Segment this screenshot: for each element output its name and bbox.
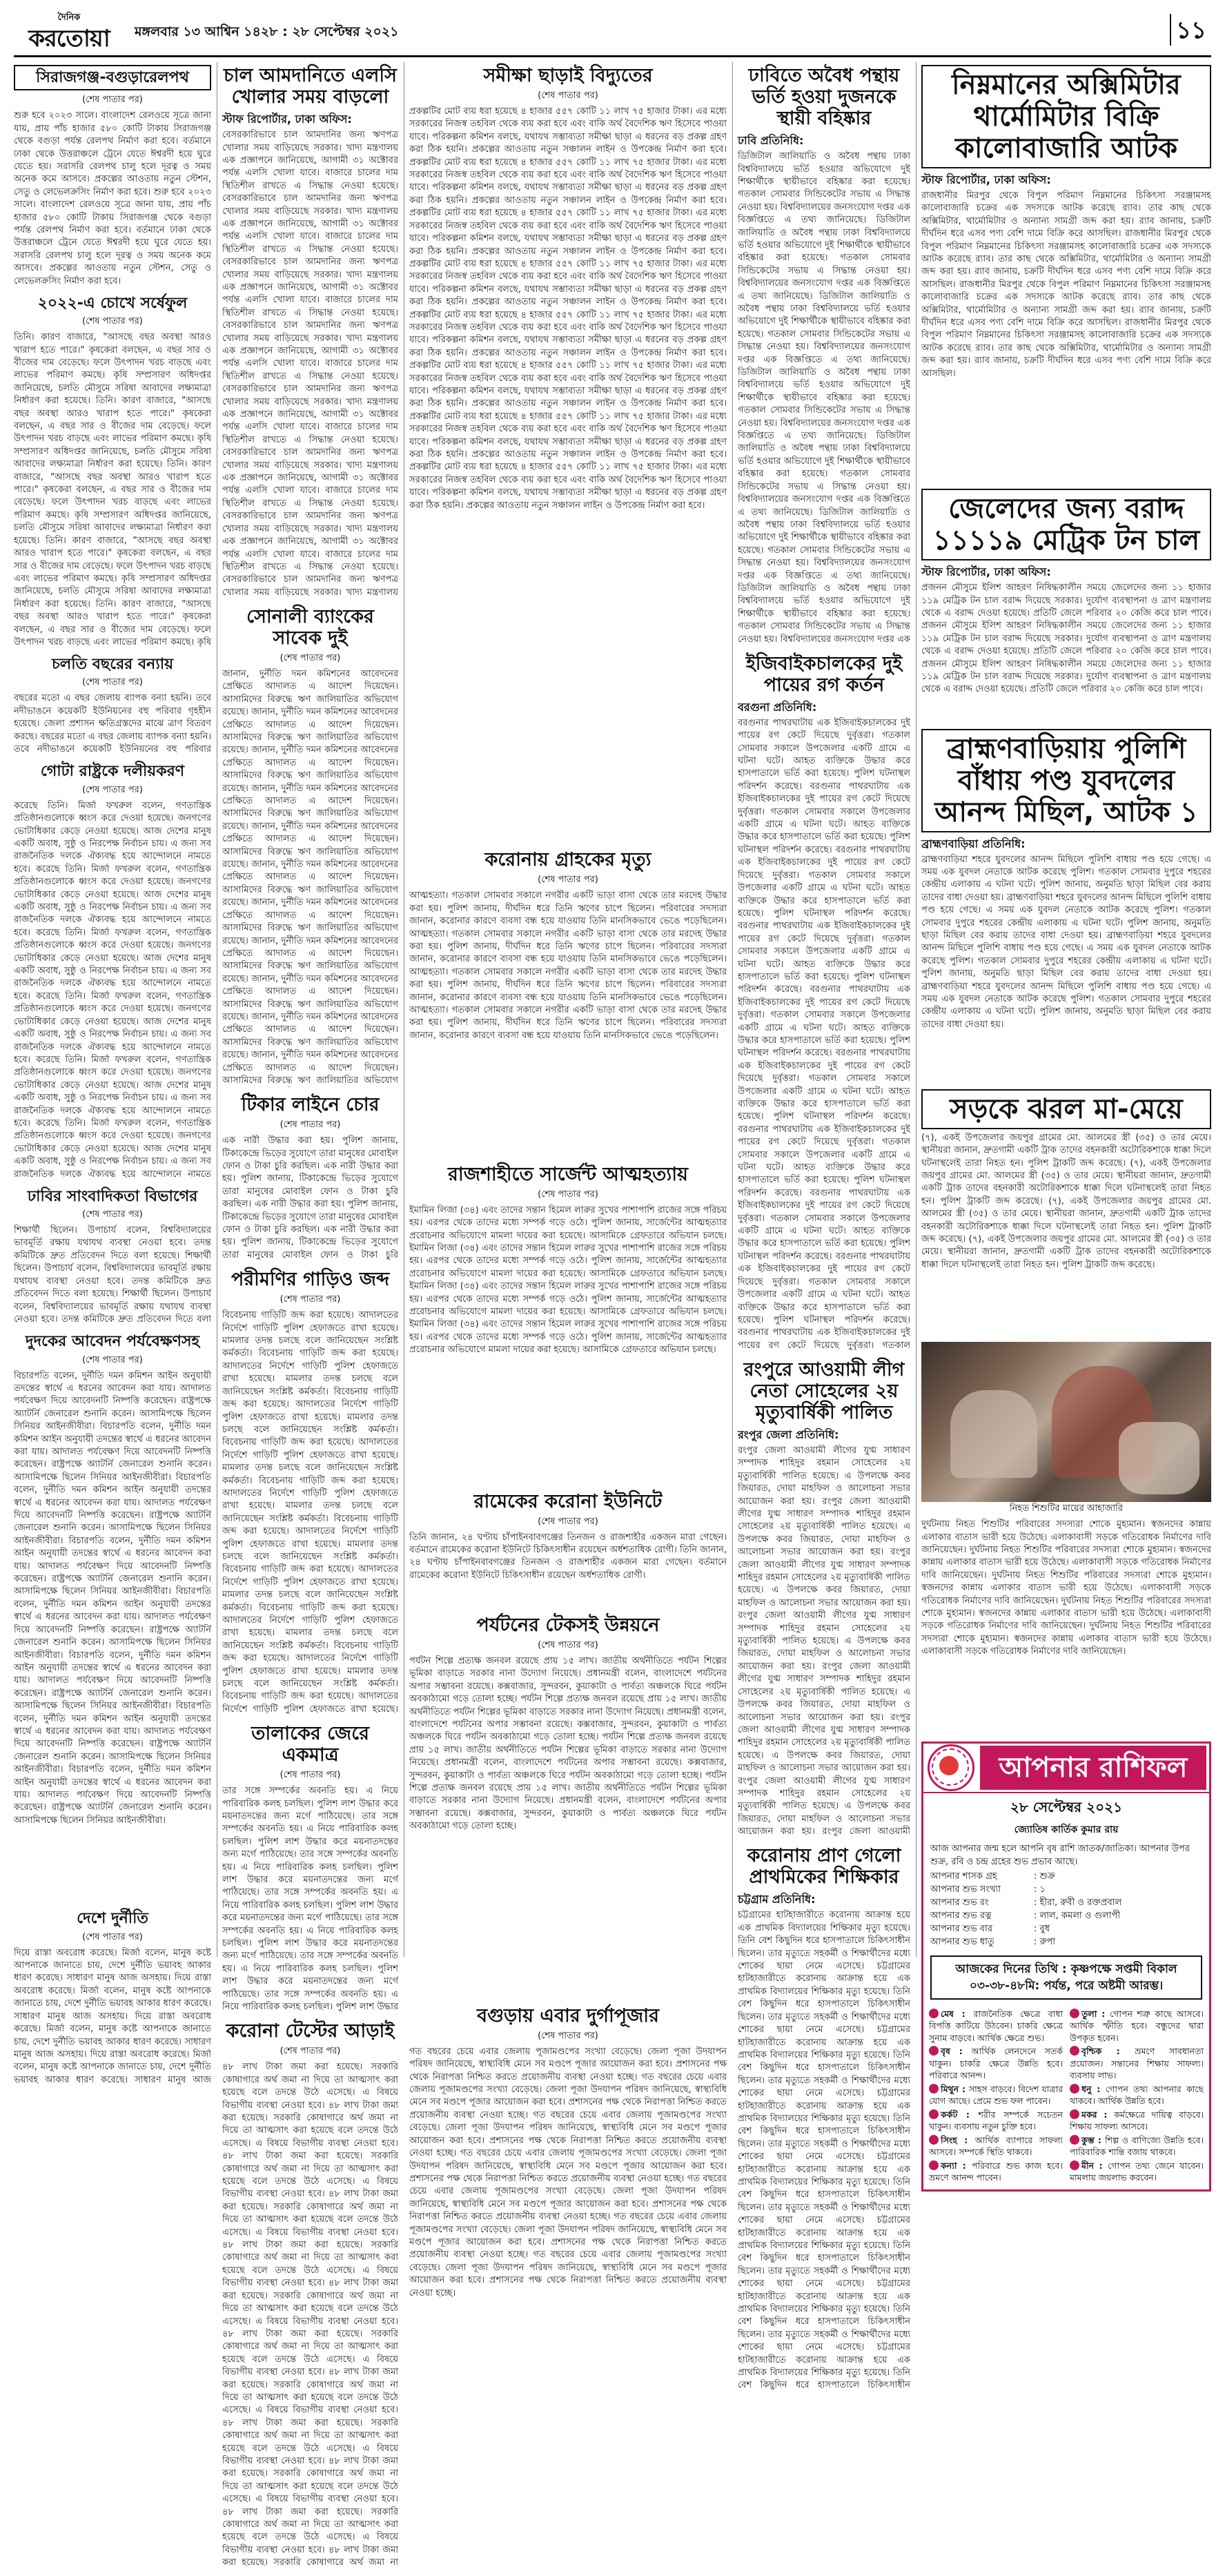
continued-note: (শেষ পাতার পর) bbox=[82, 784, 143, 795]
news-story bbox=[14, 656, 211, 756]
horoscope-date: ২৮ সেপ্টেম্বর ২০২১ bbox=[1010, 1798, 1123, 1815]
zodiac-icon bbox=[1070, 2160, 1079, 2170]
continued-note: (শেষ পাতার পর) bbox=[82, 1209, 143, 1220]
newspaper-logo bbox=[14, 11, 124, 51]
story-headline[interactable]: রামেকের করোনা ইউনিটে bbox=[473, 1490, 663, 1512]
zodiac-sign-entry bbox=[1070, 2008, 1204, 2045]
zodiac-signs bbox=[923, 2005, 1209, 2189]
news-story bbox=[222, 606, 398, 1087]
story-body: বিচারপতি বলেন, দুর্নীতি দমন কমিশন আইন অনুযায়ী তদন্তের স্বার্থে এ ধরনের আবেদন করা যায়। আদালত পর্যবেক্ষণ দিয়ে আবেদনটি নিষ্পত্তি করেছেন। রাষ্ট্রপক্ষে অ্যাটর্নি জেনারেল শুনানি করেন। আসামিপক্ষে ছিলেন সিনিয়র আইনজীবীরা। বিচারপতি বলেন, দুর্নীতি দমন কমিশন আইন অনুযায়ী তদন্তের স্বার্থে এ ধরনের আবেদন করা যায়। আদালত পর্যবেক্ষণ দিয়ে আবেদনটি নিষ্পত্তি করেছেন। রাষ্ট্রপক্ষে অ্যাটর্নি জেনারেল শুনানি করেন। আসামিপক্ষে ছিলেন সিনিয়র আইনজীবীরা। বিচারপতি বলেন, দুর্নীতি দমন কমিশন আইন অনুযায়ী তদন্তের স্বার্থে এ ধরনের আবেদন করা যায়। আদালত পর্যবেক্ষণ দিয়ে আবেদনটি নিষ্পত্তি করেছেন। রাষ্ট্রপক্ষে অ্যাটর্নি জেনারেল শুনানি করেন। আসামিপক্ষে ছিলেন সিনিয়র আইনজীবীরা। বিচারপতি বলেন, দুর্নীতি দমন কমিশন আইন অনুযায়ী তদন্তের স্বার্থে এ ধরনের আবেদন করা যায়। আদালত পর্যবেক্ষণ দিয়ে আবেদনটি নিষ্পত্তি করেছেন। রাষ্ট্রপক্ষে অ্যাটর্নি জেনারেল শুনানি করেন। আসামিপক্ষে ছিলেন সিনিয়র আইনজীবীরা। বিচারপতি বলেন, দুর্নীতি দমন কমিশন আইন অনুযায়ী তদন্তের স্বার্থে এ ধরনের আবেদন করা যায়। আদালত পর্যবেক্ষণ দিয়ে আবেদনটি নিষ্পত্তি করেছেন। রাষ্ট্রপক্ষে অ্যাটর্নি জেনারেল শুনানি করেন। আসামিপক্ষে ছিলেন সিনিয়র আইনজীবীরা। বিচারপতি বলেন, দুর্নীতি দমন কমিশন আইন অনুযায়ী তদন্তের স্বার্থে এ ধরনের আবেদন করা যায়। আদালত পর্যবেক্ষণ দিয়ে আবেদনটি নিষ্পত্তি করেছেন। রাষ্ট্রপক্ষে অ্যাটর্নি জেনারেল শুনানি করেন। আসামিপক্ষে ছিলেন সিনিয়র আইনজীবীরা। বিচারপতি বলেন, দুর্নীতি দমন কমিশন আইন অনুযায়ী তদন্তের স্বার্থে এ ধরনের আবেদন করা যায়। আদালত পর্যবেক্ষণ দিয়ে আবেদনটি নিষ্পত্তি করেছেন। রাষ্ট্রপক্ষে অ্যাটর্নি জেনারেল শুনানি করেন। আসামিপক্ষে ছিলেন সিনিয়র আইনজীবীরা। বিচারপতি বলেন, দুর্নীতি দমন কমিশন আইন অনুযায়ী তদন্তের স্বার্থে এ ধরনের আবেদন করা যায়। আদালত পর্যবেক্ষণ দিয়ে আবেদনটি নিষ্পত্তি করেছেন। রাষ্ট্রপক্ষে অ্যাটর্নি জেনারেল শুনানি করেন। আসামিপক্ষে ছিলেন সিনিয়র আইনজীবীরা। bbox=[14, 1370, 211, 1826]
zodiac-sign-name: কুম্ভ : bbox=[1081, 2134, 1106, 2145]
story-body: বছরের মতো এ বছর জেলায় ব্যাপক বন্যা হয়নি। তবে নদীভাঙনে কয়েকটি ইউনিয়নের বহু পরিবার গৃহহীন হয়েছে। জেলা প্রশাসন ক্ষতিগ্রস্তদের মাঝে ত্রাণ বিতরণ করছে। বছরের মতো এ বছর জেলায় ব্যাপক বন্যা হয়নি। তবে নদীভাঙনে কয়েকটি ইউনিয়নের বহু পরিবার bbox=[14, 693, 211, 755]
story-body: শুরু হবে ২০২৩ সালে। বাংলাদেশ রেলওয়ে সূত্রে জানা যায়, প্রায় পাঁচ হাজার ৫৮০ কোটি টাকায় সিরাজগঞ্জ থেকে বগুড়া পর্যন্ত রেলপথ নির্মাণ করা হবে। বর্তমানে ঢাকা থেকে উত্তরাঞ্চলে ট্রেনে যেতে ঈশ্বরদী হয়ে ঘুরে যেতে হয়। সরাসরি রেলপথ চালু হলে দূরত্ব ও সময় অনেক কমে আসবে। প্রকল্পের আওতায় নতুন স্টেশন, সেতু ও লেভেলক্রসিং নির্মাণ করা হবে। শুরু হবে ২০২৩ সালে। বাংলাদেশ রেলওয়ে সূত্রে জানা যায়, প্রায় পাঁচ হাজার ৫৮০ কোটি টাকায় সিরাজগঞ্জ থেকে বগুড়া পর্যন্ত রেলপথ নির্মাণ করা হবে। বর্তমানে ঢাকা থেকে উত্তরাঞ্চলে ট্রেনে যেতে ঈশ্বরদী হয়ে ঘুরে যেতে হয়। সরাসরি রেলপথ চালু হলে দূরত্ব ও সময় অনেক কমে আসবে। প্রকল্পের আওতায় নতুন স্টেশন, সেতু ও লেভেলক্রসিং নির্মাণ করা হবে। bbox=[14, 110, 211, 286]
zodiac-icon bbox=[1070, 2084, 1079, 2094]
zodiac-sign-name: মিথুন : bbox=[941, 2083, 969, 2094]
zodiac-sign-text: আর্থিক লেনদেনে সতর্ক থাকুন। চাকরি ক্ষেত্রে উন্নতি হবে। পরিবারে আনন্দ। bbox=[929, 2046, 1063, 2081]
story-headline[interactable]: ইজিবাইকচালকের দুই পায়ের রগ কর্তন bbox=[745, 652, 903, 696]
continued-note: (শেষ পাতার পর) bbox=[280, 1120, 341, 1131]
zodiac-sign-text: সাহস বাড়বে। বিদেশ যাত্রার যোগ আছে। প্রেমে শুভ ফল পাবেন। bbox=[929, 2083, 1063, 2107]
zodiac-sign-entry bbox=[929, 2083, 1063, 2107]
story-body: বেসরকারিভাবে চাল আমদানির জন্য ঋণপত্র খোলার সময় বাড়িয়েছে সরকার। খাদ্য মন্ত্রণালয় এক প্রজ্ঞাপনে জানিয়েছে, আগামী ৩১ অক্টোবর পর্যন্ত এলসি খোলা যাবে। বাজারে চালের দাম স্থিতিশীল রাখতে এ সিদ্ধান্ত নেওয়া হয়েছে। বেসরকারিভাবে চাল আমদানির জন্য ঋণপত্র খোলার সময় বাড়িয়েছে সরকার। খাদ্য মন্ত্রণালয় এক প্রজ্ঞাপনে জানিয়েছে, আগামী ৩১ অক্টোবর পর্যন্ত এলসি খোলা যাবে। বাজারে চালের দাম স্থিতিশীল রাখতে এ সিদ্ধান্ত নেওয়া হয়েছে। বেসরকারিভাবে চাল আমদানির জন্য ঋণপত্র খোলার সময় বাড়িয়েছে সরকার। খাদ্য মন্ত্রণালয় এক প্রজ্ঞাপনে জানিয়েছে, আগামী ৩১ অক্টোবর পর্যন্ত এলসি খোলা যাবে। বাজারে চালের দাম স্থিতিশীল রাখতে এ সিদ্ধান্ত নেওয়া হয়েছে। বেসরকারিভাবে চাল আমদানির জন্য ঋণপত্র খোলার সময় বাড়িয়েছে সরকার। খাদ্য মন্ত্রণালয় এক প্রজ্ঞাপনে জানিয়েছে, আগামী ৩১ অক্টোবর পর্যন্ত এলসি খোলা যাবে। বাজারে চালের দাম স্থিতিশীল রাখতে এ সিদ্ধান্ত নেওয়া হয়েছে। বেসরকারিভাবে চাল আমদানির জন্য ঋণপত্র খোলার সময় বাড়িয়েছে সরকার। খাদ্য মন্ত্রণালয় এক প্রজ্ঞাপনে জানিয়েছে, আগামী ৩১ অক্টোবর পর্যন্ত এলসি খোলা যাবে। বাজারে চালের দাম স্থিতিশীল রাখতে এ সিদ্ধান্ত নেওয়া হয়েছে। বেসরকারিভাবে চাল আমদানির জন্য ঋণপত্র খোলার সময় বাড়িয়েছে সরকার। খাদ্য মন্ত্রণালয় এক প্রজ্ঞাপনে জানিয়েছে, আগামী ৩১ অক্টোবর পর্যন্ত এলসি খোলা যাবে। বাজারে চালের দাম স্থিতিশীল রাখতে এ সিদ্ধান্ত নেওয়া হয়েছে। বেসরকারিভাবে চাল আমদানির জন্য ঋণপত্র খোলার সময় বাড়িয়েছে সরকার। খাদ্য মন্ত্রণালয় এক প্রজ্ঞাপনে জানিয়েছে, আগামী ৩১ অক্টোবর পর্যন্ত এলসি খোলা যাবে। বাজারে চালের দাম স্থিতিশীল রাখতে এ সিদ্ধান্ত নেওয়া হয়েছে। বেসরকারিভাবে চাল আমদানির জন্য ঋণপত্র খোলার সময় বাড়িয়েছে সরকার। খাদ্য মন্ত্রণালয় bbox=[222, 130, 398, 598]
story-headline[interactable]: সোনালী ব্যাংকের সাবেক দুই bbox=[246, 605, 374, 649]
story-body: তিনি। কারণ বাজারে, "আসছে বছর অবস্থা আরও খারাপ হতে পারে।" কৃষকেরা বলছেন, এ বছর সার ও বীজের দাম বেড়েছে। ফলে উৎপাদন খরচ বাড়ছে এবং লাভের পরিমাণ কমছে। কৃষি সম্প্রসারণ অধিদপ্তর জানিয়েছে, চলতি মৌসুমে সরিষা আবাদের লক্ষ্যমাত্রা নির্ধারণ করা হয়েছে। তিনি। কারণ বাজারে, "আসছে বছর অবস্থা আরও খারাপ হতে পারে।" কৃষকেরা বলছেন, এ বছর সার ও বীজের দাম বেড়েছে। ফলে উৎপাদন খরচ বাড়ছে এবং লাভের পরিমাণ কমছে। কৃষি সম্প্রসারণ অধিদপ্তর জানিয়েছে, চলতি মৌসুমে সরিষা আবাদের লক্ষ্যমাত্রা নির্ধারণ করা হয়েছে। তিনি। কারণ বাজারে, "আসছে বছর অবস্থা আরও খারাপ হতে পারে।" কৃষকেরা বলছেন, এ বছর সার ও বীজের দাম বেড়েছে। ফলে উৎপাদন খরচ বাড়ছে এবং লাভের পরিমাণ কমছে। কৃষি সম্প্রসারণ অধিদপ্তর জানিয়েছে, চলতি মৌসুমে সরিষা আবাদের লক্ষ্যমাত্রা নির্ধারণ করা হয়েছে। তিনি। কারণ বাজারে, "আসছে বছর অবস্থা আরও খারাপ হতে পারে।" কৃষকেরা বলছেন, এ বছর সার ও বীজের দাম বেড়েছে। ফলে উৎপাদন খরচ বাড়ছে এবং লাভের পরিমাণ কমছে। কৃষি সম্প্রসারণ অধিদপ্তর জানিয়েছে, চলতি মৌসুমে সরিষা আবাদের লক্ষ্যমাত্রা নির্ধারণ করা হয়েছে। তিনি। কারণ বাজারে, "আসছে বছর অবস্থা আরও খারাপ হতে পারে।" কৃষকেরা বলছেন, এ বছর সার ও বীজের দাম বেড়েছে। ফলে উৎপাদন খরচ বাড়ছে এবং লাভের পরিমাণ কমছে। কৃষি bbox=[14, 332, 211, 647]
continued-note: (শেষ পাতার পর) bbox=[538, 875, 598, 886]
news-story bbox=[14, 1910, 211, 2087]
story-body: বরগুনার পাথরঘাটায় এক ইজিবাইকচালকের দুই পায়ের রগ কেটে দিয়েছে দুর্বৃত্তরা। গতকাল সোমবার সকালে উপজেলার একটি গ্রামে এ ঘটনা ঘটে। আহত ব্যক্তিকে উদ্ধার করে হাসপাতালে ভর্তি করা হয়েছে। পুলিশ ঘটনাস্থল পরিদর্শন করেছে। বরগুনার পাথরঘাটায় এক ইজিবাইকচালকের দুই পায়ের রগ কেটে দিয়েছে দুর্বৃত্তরা। গতকাল সোমবার সকালে উপজেলার একটি গ্রামে এ ঘটনা ঘটে। আহত ব্যক্তিকে উদ্ধার করে হাসপাতালে ভর্তি করা হয়েছে। পুলিশ ঘটনাস্থল পরিদর্শন করেছে। বরগুনার পাথরঘাটায় এক ইজিবাইকচালকের দুই পায়ের রগ কেটে দিয়েছে দুর্বৃত্তরা। গতকাল সোমবার সকালে উপজেলার একটি গ্রামে এ ঘটনা ঘটে। আহত ব্যক্তিকে উদ্ধার করে হাসপাতালে ভর্তি করা হয়েছে। পুলিশ ঘটনাস্থল পরিদর্শন করেছে। বরগুনার পাথরঘাটায় এক ইজিবাইকচালকের দুই পায়ের রগ কেটে দিয়েছে দুর্বৃত্তরা। গতকাল সোমবার সকালে উপজেলার একটি গ্রামে এ ঘটনা ঘটে। আহত ব্যক্তিকে উদ্ধার করে হাসপাতালে ভর্তি করা হয়েছে। পুলিশ ঘটনাস্থল পরিদর্শন করেছে। বরগুনার পাথরঘাটায় এক ইজিবাইকচালকের দুই পায়ের রগ কেটে দিয়েছে দুর্বৃত্তরা। গতকাল সোমবার সকালে উপজেলার একটি গ্রামে এ ঘটনা ঘটে। আহত ব্যক্তিকে উদ্ধার করে হাসপাতালে ভর্তি করা হয়েছে। পুলিশ ঘটনাস্থল পরিদর্শন করেছে। বরগুনার পাথরঘাটায় এক ইজিবাইকচালকের দুই পায়ের রগ কেটে দিয়েছে দুর্বৃত্তরা। গতকাল সোমবার সকালে উপজেলার একটি গ্রামে এ ঘটনা ঘটে। আহত ব্যক্তিকে উদ্ধার করে হাসপাতালে ভর্তি করা হয়েছে। পুলিশ ঘটনাস্থল পরিদর্শন করেছে। বরগুনার পাথরঘাটায় এক ইজিবাইকচালকের দুই পায়ের রগ কেটে দিয়েছে দুর্বৃত্তরা। গতকাল সোমবার সকালে উপজেলার একটি গ্রামে এ ঘটনা ঘটে। আহত ব্যক্তিকে উদ্ধার করে হাসপাতালে ভর্তি করা হয়েছে। পুলিশ ঘটনাস্থল পরিদর্শন করেছে। বরগুনার পাথরঘাটায় এক ইজিবাইকচালকের দুই পায়ের রগ কেটে দিয়েছে দুর্বৃত্তরা। গতকাল সোমবার সকালে উপজেলার একটি গ্রামে এ ঘটনা ঘটে। আহত ব্যক্তিকে উদ্ধার করে হাসপাতালে ভর্তি করা হয়েছে। পুলিশ ঘটনাস্থল পরিদর্শন করেছে। বরগুনার পাথরঘাটায় এক ইজিবাইকচালকের দুই পায়ের রগ কেটে দিয়েছে দুর্বৃত্তরা। গতকাল সোমবার সকালে উপজেলার একটি গ্রামে এ ঘটনা ঘটে। আহত ব্যক্তিকে উদ্ধার করে হাসপাতালে ভর্তি করা হয়েছে। পুলিশ ঘটনাস্থল পরিদর্শন করেছে। বরগুনার পাথরঘাটায় এক ইজিবাইকচালকের দুই পায়ের রগ কেটে দিয়েছে দুর্বৃত্তরা। গতকাল bbox=[738, 717, 910, 1351]
zodiac-sign-text: আর্থিক ব্যাপারে সাফল্য আসবে। সম্পর্কে স্থিতি থাকবে। bbox=[929, 2134, 1063, 2158]
news-story bbox=[738, 1845, 910, 2392]
story-body: দুর্ঘটনায় নিহত শিশুটির পরিবারের সদস্যরা শোকে মুহ্যমান। স্বজনদের কান্নায় এলাকার বাতাস ভারী হয়ে উঠেছে। এলাকাবাসী সড়কে গতিরোধক নির্মাণের দাবি জানিয়েছেন। দুর্ঘটনায় নিহত শিশুটির পরিবারের সদস্যরা শোকে মুহ্যমান। স্বজনদের কান্নায় এলাকার বাতাস ভারী হয়ে উঠেছে। এলাকাবাসী সড়কে গতিরোধক নির্মাণের দাবি জানিয়েছেন। দুর্ঘটনায় নিহত শিশুটির পরিবারের সদস্যরা শোকে মুহ্যমান। স্বজনদের কান্নায় এলাকার বাতাস ভারী হয়ে উঠেছে। এলাকাবাসী সড়কে গতিরোধক নির্মাণের দাবি জানিয়েছেন। দুর্ঘটনায় নিহত শিশুটির পরিবারের সদস্যরা শোকে মুহ্যমান। স্বজনদের কান্নায় এলাকার বাতাস ভারী হয়ে উঠেছে। এলাকাবাসী সড়কে গতিরোধক নির্মাণের দাবি জানিয়েছেন। দুর্ঘটনায় নিহত শিশুটির পরিবারের সদস্যরা শোকে মুহ্যমান। স্বজনদের কান্নায় এলাকার বাতাস ভারী হয়ে উঠেছে। এলাকাবাসী সড়কে গতিরোধক নির্মাণের দাবি জানিয়েছেন। bbox=[921, 1519, 1211, 1657]
zodiac-sign-text: শরীর সম্পর্কে সচেতন থাকুন। ব্যবসায় নতুন চুক্তি হবে। bbox=[929, 2109, 1063, 2132]
story-body: রংপুর জেলা আওয়ামী লীগের যুগ্ম সাধারণ সম্পাদক শাহিদুর রহমান সোহেলের ২য় মৃত্যুবার্ষিকী পালিত হয়েছে। এ উপলক্ষে কবর জিয়ারত, দোয়া মাহফিল ও আলোচনা সভার আয়োজন করা হয়। রংপুর জেলা আওয়ামী লীগের যুগ্ম সাধারণ সম্পাদক শাহিদুর রহমান সোহেলের ২য় মৃত্যুবার্ষিকী পালিত হয়েছে। এ উপলক্ষে কবর জিয়ারত, দোয়া মাহফিল ও আলোচনা সভার আয়োজন করা হয়। রংপুর জেলা আওয়ামী লীগের যুগ্ম সাধারণ সম্পাদক শাহিদুর রহমান সোহেলের ২য় মৃত্যুবার্ষিকী পালিত হয়েছে। এ উপলক্ষে কবর জিয়ারত, দোয়া মাহফিল ও আলোচনা সভার আয়োজন করা হয়। রংপুর জেলা আওয়ামী লীগের যুগ্ম সাধারণ সম্পাদক শাহিদুর রহমান সোহেলের ২য় মৃত্যুবার্ষিকী পালিত হয়েছে। এ উপলক্ষে কবর জিয়ারত, দোয়া মাহফিল ও আলোচনা সভার আয়োজন করা হয়। রংপুর জেলা আওয়ামী লীগের যুগ্ম সাধারণ সম্পাদক শাহিদুর রহমান সোহেলের ২য় মৃত্যুবার্ষিকী পালিত হয়েছে। এ উপলক্ষে কবর জিয়ারত, দোয়া মাহফিল ও আলোচনা সভার আয়োজন করা হয়। রংপুর জেলা আওয়ামী লীগের যুগ্ম সাধারণ সম্পাদক শাহিদুর রহমান সোহেলের ২য় মৃত্যুবার্ষিকী পালিত হয়েছে। এ উপলক্ষে কবর জিয়ারত, দোয়া মাহফিল ও আলোচনা সভার আয়োজন করা হয়। রংপুর জেলা আওয়ামী লীগের যুগ্ম সাধারণ সম্পাদক শাহিদুর রহমান সোহেলের ২য় মৃত্যুবার্ষিকী পালিত হয়েছে। এ উপলক্ষে কবর জিয়ারত, দোয়া মাহফিল ও আলোচনা সভার আয়োজন করা হয়। রংপুর জেলা আওয়ামী bbox=[738, 1445, 910, 1837]
continued-note: (শেষ পাতার পর) bbox=[538, 2030, 598, 2041]
story-byline: ব্রাহ্মণবাড়িয়া প্রতিনিধি: bbox=[921, 837, 1026, 850]
continued-note: (শেষ পাতার পর) bbox=[280, 652, 341, 663]
zodiac-icon bbox=[1070, 2009, 1079, 2018]
zodiac-sign-name: মকর : bbox=[1081, 2109, 1115, 2120]
story-headline[interactable]: দেশে দুর্নীতি bbox=[77, 1910, 148, 1928]
story-headline[interactable]: সিরাজগঞ্জ-বগুড়ারেলপথ bbox=[14, 65, 211, 90]
column-divider bbox=[732, 62, 733, 1957]
story-headline[interactable]: সমীক্ষা ছাড়াই বিদ্যুতের bbox=[483, 65, 653, 86]
zodiac-sign-entry bbox=[1070, 2160, 1204, 2184]
story-headline[interactable]: নিম্নমানের অক্সিমিটার থার্মোমিটার বিক্রি কালোবাজারি আটক bbox=[921, 65, 1211, 168]
news-story bbox=[409, 1491, 727, 1608]
continued-note: (শেষ পাতার পর) bbox=[538, 1516, 598, 1527]
column-1 bbox=[14, 62, 211, 2094]
zodiac-sign-text: গোপন শত্রু কাছে আসবে। আর্থিক স্ফীতি হবে। বন্ধুদের দ্বারা উপকৃত হবেন। bbox=[1070, 2008, 1204, 2043]
story-headline[interactable]: রংপুরে আওয়ামী লীগ নেতা সোহেলের ২য় মৃত্যুবার্ষিকী পালিত bbox=[743, 1358, 905, 1423]
story-byline: রংপুর জেলা প্রতিনিধি: bbox=[738, 1427, 839, 1441]
news-story bbox=[921, 1089, 1211, 1335]
story-byline: চট্টগ্রাম প্রতিনিধি: bbox=[738, 1893, 816, 1906]
news-story bbox=[409, 1164, 727, 1484]
story-byline: বরগুনা প্রতিনিধি: bbox=[738, 700, 817, 714]
zodiac-sign-name: মেষ : bbox=[941, 2008, 974, 2019]
story-body: গত বছরের চেয়ে এবার জেলায় পূজামণ্ডপের সংখ্যা বেড়েছে। জেলা পূজা উদযাপন পরিষদ জানিয়েছে, স্বাস্থ্যবিধি মেনে সব মণ্ডপে পূজার আয়োজন করা হবে। প্রশাসনের পক্ষ থেকে নিরাপত্তা নিশ্চিত করতে প্রয়োজনীয় ব্যবস্থা নেওয়া হচ্ছে। গত বছরের চেয়ে এবার জেলায় পূজামণ্ডপের সংখ্যা বেড়েছে। জেলা পূজা উদযাপন পরিষদ জানিয়েছে, স্বাস্থ্যবিধি মেনে সব মণ্ডপে পূজার আয়োজন করা হবে। প্রশাসনের পক্ষ থেকে নিরাপত্তা নিশ্চিত করতে প্রয়োজনীয় ব্যবস্থা নেওয়া হচ্ছে। গত বছরের চেয়ে এবার জেলায় পূজামণ্ডপের সংখ্যা বেড়েছে। জেলা পূজা উদযাপন পরিষদ জানিয়েছে, স্বাস্থ্যবিধি মেনে সব মণ্ডপে পূজার আয়োজন করা হবে। প্রশাসনের পক্ষ থেকে নিরাপত্তা নিশ্চিত করতে প্রয়োজনীয় ব্যবস্থা নেওয়া হচ্ছে। গত বছরের চেয়ে এবার জেলায় পূজামণ্ডপের সংখ্যা বেড়েছে। জেলা পূজা উদযাপন পরিষদ জানিয়েছে, স্বাস্থ্যবিধি মেনে সব মণ্ডপে পূজার আয়োজন করা হবে। প্রশাসনের পক্ষ থেকে নিরাপত্তা নিশ্চিত করতে প্রয়োজনীয় ব্যবস্থা নেওয়া হচ্ছে। গত বছরের চেয়ে এবার জেলায় পূজামণ্ডপের সংখ্যা বেড়েছে। জেলা পূজা উদযাপন পরিষদ জানিয়েছে, স্বাস্থ্যবিধি মেনে সব মণ্ডপে পূজার আয়োজন করা হবে। প্রশাসনের পক্ষ থেকে নিরাপত্তা নিশ্চিত করতে প্রয়োজনীয় ব্যবস্থা নেওয়া হচ্ছে। গত বছরের চেয়ে এবার জেলায় পূজামণ্ডপের সংখ্যা বেড়েছে। জেলা পূজা উদযাপন পরিষদ জানিয়েছে, স্বাস্থ্যবিধি মেনে সব মণ্ডপে পূজার আয়োজন করা হবে। প্রশাসনের পক্ষ থেকে নিরাপত্তা নিশ্চিত করতে প্রয়োজনীয় ব্যবস্থা নেওয়া হচ্ছে। গত বছরের চেয়ে এবার জেলায় পূজামণ্ডপের সংখ্যা বেড়েছে। জেলা পূজা উদযাপন পরিষদ জানিয়েছে, স্বাস্থ্যবিধি মেনে সব মণ্ডপে পূজার আয়োজন করা হবে। প্রশাসনের পক্ষ থেকে নিরাপত্তা নিশ্চিত করতে প্রয়োজনীয় ব্যবস্থা নেওয়া হচ্ছে। bbox=[409, 2046, 727, 2299]
masthead bbox=[14, 8, 1211, 57]
story-byline: স্টাফ রিপোর্টার, ঢাকা অফিস: bbox=[222, 113, 352, 126]
zodiac-icon bbox=[929, 2135, 939, 2145]
zodiac-sign-entry bbox=[929, 2134, 1063, 2158]
news-story bbox=[14, 65, 211, 288]
zodiac-wheel-icon bbox=[928, 1744, 974, 1791]
story-headline[interactable]: ঢাবিতে অবৈধ পন্থায় ভর্তি হওয়া দুজনকে স্থায়ী বহিষ্কার bbox=[748, 65, 900, 130]
story-body: ইমামিন লিজা (৩৪) এবং তাদের সন্তান হিমেল লারুর সুখের পাশাপাশি রাজের সঙ্গে পরিচয় হয়। এরপর থেকে তাদের মধ্যে সম্পর্ক গড়ে ওঠে। পুলিশ জানায়, সার্জেন্টের আত্মহত্যার প্ররোচনার অভিযোগে মামলা দায়ের করা হয়েছে। আসামিকে গ্রেফতারে অভিযান চলছে। ইমামিন লিজা (৩৪) এবং তাদের সন্তান হিমেল লারুর সুখের পাশাপাশি রাজের সঙ্গে পরিচয় হয়। এরপর থেকে তাদের মধ্যে সম্পর্ক গড়ে ওঠে। পুলিশ জানায়, সার্জেন্টের আত্মহত্যার প্ররোচনার অভিযোগে মামলা দায়ের করা হয়েছে। আসামিকে গ্রেফতারে অভিযান চলছে। ইমামিন লিজা (৩৪) এবং তাদের সন্তান হিমেল লারুর সুখের পাশাপাশি রাজের সঙ্গে পরিচয় হয়। এরপর থেকে তাদের মধ্যে সম্পর্ক গড়ে ওঠে। পুলিশ জানায়, সার্জেন্টের আত্মহত্যার প্ররোচনার অভিযোগে মামলা দায়ের করা হয়েছে। আসামিকে গ্রেফতারে অভিযান চলছে। ইমামিন লিজা (৩৪) এবং তাদের সন্তান হিমেল লারুর সুখের পাশাপাশি রাজের সঙ্গে পরিচয় হয়। এরপর থেকে তাদের মধ্যে সম্পর্ক গড়ে ওঠে। পুলিশ জানায়, সার্জেন্টের আত্মহত্যার প্ররোচনার অভিযোগে মামলা দায়ের করা হয়েছে। আসামিকে গ্রেফতারে অভিযান চলছে। bbox=[409, 1204, 727, 1356]
story-body: করেছে তিনি। মির্জা ফখরুল বলেন, গণতান্ত্রিক প্রতিষ্ঠানগুলোকে ধ্বংস করে দেওয়া হয়েছে। জনগণের ভোটাধিকার কেড়ে নেওয়া হয়েছে। আজ দেশের মানুষ একটি অবাধ, সুষ্ঠু ও নিরপেক্ষ নির্বাচন চায়। এ জন্য সব রাজনৈতিক দলকে ঐক্যবদ্ধ হয়ে আন্দোলনে নামতে হবে। করেছে তিনি। মির্জা ফখরুল বলেন, গণতান্ত্রিক প্রতিষ্ঠানগুলোকে ধ্বংস করে দেওয়া হয়েছে। জনগণের ভোটাধিকার কেড়ে নেওয়া হয়েছে। আজ দেশের মানুষ একটি অবাধ, সুষ্ঠু ও নিরপেক্ষ নির্বাচন চায়। এ জন্য সব রাজনৈতিক দলকে ঐক্যবদ্ধ হয়ে আন্দোলনে নামতে হবে। করেছে তিনি। মির্জা ফখরুল বলেন, গণতান্ত্রিক প্রতিষ্ঠানগুলোকে ধ্বংস করে দেওয়া হয়েছে। জনগণের ভোটাধিকার কেড়ে নেওয়া হয়েছে। আজ দেশের মানুষ একটি অবাধ, সুষ্ঠু ও নিরপেক্ষ নির্বাচন চায়। এ জন্য সব রাজনৈতিক দলকে ঐক্যবদ্ধ হয়ে আন্দোলনে নামতে হবে। করেছে তিনি। মির্জা ফখরুল বলেন, গণতান্ত্রিক প্রতিষ্ঠানগুলোকে ধ্বংস করে দেওয়া হয়েছে। জনগণের ভোটাধিকার কেড়ে নেওয়া হয়েছে। আজ দেশের মানুষ একটি অবাধ, সুষ্ঠু ও নিরপেক্ষ নির্বাচন চায়। এ জন্য সব রাজনৈতিক দলকে ঐক্যবদ্ধ হয়ে আন্দোলনে নামতে হবে। করেছে তিনি। মির্জা ফখরুল বলেন, গণতান্ত্রিক প্রতিষ্ঠানগুলোকে ধ্বংস করে দেওয়া হয়েছে। জনগণের ভোটাধিকার কেড়ে নেওয়া হয়েছে। আজ দেশের মানুষ একটি অবাধ, সুষ্ঠু ও নিরপেক্ষ নির্বাচন চায়। এ জন্য সব রাজনৈতিক দলকে ঐক্যবদ্ধ হয়ে আন্দোলনে নামতে হবে। করেছে তিনি। মির্জা ফখরুল বলেন, গণতান্ত্রিক প্রতিষ্ঠানগুলোকে ধ্বংস করে দেওয়া হয়েছে। জনগণের ভোটাধিকার কেড়ে নেওয়া হয়েছে। আজ দেশের মানুষ একটি অবাধ, সুষ্ঠু ও নিরপেক্ষ নির্বাচন চায়। এ জন্য সব রাজনৈতিক দলকে ঐক্যবদ্ধ হয়ে আন্দোলনে নামতে bbox=[14, 800, 211, 1180]
continued-note: (শেষ পাতার পর) bbox=[82, 1354, 143, 1365]
news-story bbox=[409, 849, 727, 1156]
story-body: ডিজিটাল জালিয়াতি ও অবৈধ পন্থায় ঢাকা বিশ্ববিদ্যালয়ে ভর্তি হওয়ার অভিযোগে দুই শিক্ষার্থীকে স্থায়ীভাবে বহিষ্কার করা হয়েছে। গতকাল সোমবার সিন্ডিকেটের সভায় এ সিদ্ধান্ত নেওয়া হয়। বিশ্ববিদ্যালয়ের জনসংযোগ দপ্তর এক বিজ্ঞপ্তিতে এ তথ্য জানিয়েছে। ডিজিটাল জালিয়াতি ও অবৈধ পন্থায় ঢাকা বিশ্ববিদ্যালয়ে ভর্তি হওয়ার অভিযোগে দুই শিক্ষার্থীকে স্থায়ীভাবে বহিষ্কার করা হয়েছে। গতকাল সোমবার সিন্ডিকেটের সভায় এ সিদ্ধান্ত নেওয়া হয়। বিশ্ববিদ্যালয়ের জনসংযোগ দপ্তর এক বিজ্ঞপ্তিতে এ তথ্য জানিয়েছে। ডিজিটাল জালিয়াতি ও অবৈধ পন্থায় ঢাকা বিশ্ববিদ্যালয়ে ভর্তি হওয়ার অভিযোগে দুই শিক্ষার্থীকে স্থায়ীভাবে বহিষ্কার করা হয়েছে। গতকাল সোমবার সিন্ডিকেটের সভায় এ সিদ্ধান্ত নেওয়া হয়। বিশ্ববিদ্যালয়ের জনসংযোগ দপ্তর এক বিজ্ঞপ্তিতে এ তথ্য জানিয়েছে। ডিজিটাল জালিয়াতি ও অবৈধ পন্থায় ঢাকা বিশ্ববিদ্যালয়ে ভর্তি হওয়ার অভিযোগে দুই শিক্ষার্থীকে স্থায়ীভাবে বহিষ্কার করা হয়েছে। গতকাল সোমবার সিন্ডিকেটের সভায় এ সিদ্ধান্ত নেওয়া হয়। বিশ্ববিদ্যালয়ের জনসংযোগ দপ্তর এক বিজ্ঞপ্তিতে এ তথ্য জানিয়েছে। ডিজিটাল জালিয়াতি ও অবৈধ পন্থায় ঢাকা বিশ্ববিদ্যালয়ে ভর্তি হওয়ার অভিযোগে দুই শিক্ষার্থীকে স্থায়ীভাবে বহিষ্কার করা হয়েছে। গতকাল সোমবার সিন্ডিকেটের সভায় এ সিদ্ধান্ত নেওয়া হয়। বিশ্ববিদ্যালয়ের জনসংযোগ দপ্তর এক বিজ্ঞপ্তিতে এ তথ্য জানিয়েছে। ডিজিটাল জালিয়াতি ও অবৈধ পন্থায় ঢাকা বিশ্ববিদ্যালয়ে ভর্তি হওয়ার অভিযোগে দুই শিক্ষার্থীকে স্থায়ীভাবে বহিষ্কার করা হয়েছে। গতকাল সোমবার সিন্ডিকেটের সভায় এ সিদ্ধান্ত নেওয়া হয়। বিশ্ববিদ্যালয়ের জনসংযোগ দপ্তর এক বিজ্ঞপ্তিতে এ তথ্য জানিয়েছে। ডিজিটাল জালিয়াতি ও অবৈধ পন্থায় ঢাকা বিশ্ববিদ্যালয়ে ভর্তি হওয়ার অভিযোগে দুই শিক্ষার্থীকে স্থায়ীভাবে বহিষ্কার করা হয়েছে। গতকাল সোমবার সিন্ডিকেটের সভায় এ সিদ্ধান্ত নেওয়া হয়। বিশ্ববিদ্যালয়ের জনসংযোগ দপ্তর এক bbox=[738, 151, 910, 645]
zodiac-sign-entry bbox=[1070, 2045, 1204, 2082]
news-story bbox=[222, 1269, 398, 1716]
zodiac-sign-entry bbox=[1070, 2134, 1204, 2158]
story-headline[interactable]: বগুড়ায় এবার দুর্গাপূজার bbox=[477, 2004, 659, 2027]
continued-note: (শেষ পাতার পর) bbox=[82, 95, 143, 106]
news-story bbox=[409, 2005, 727, 2478]
column-divider bbox=[916, 62, 917, 1957]
story-body: প্রজনন মৌসুমে ইলিশ আহরণ নিষিদ্ধকালীন সময়ে জেলেদের জন্য ১১ হাজার ১১৯ মেট্রিক টন চাল বরাদ্দ দিয়েছে সরকার। দুর্যোগ ব্যবস্থাপনা ও ত্রাণ মন্ত্রণালয় থেকে এ বরাদ্দ দেওয়া হয়েছে। প্রতিটি জেলে পরিবার ২০ কেজি করে চাল পাবে। প্রজনন মৌসুমে ইলিশ আহরণ নিষিদ্ধকালীন সময়ে জেলেদের জন্য ১১ হাজার ১১৯ মেট্রিক টন চাল বরাদ্দ দিয়েছে সরকার। দুর্যোগ ব্যবস্থাপনা ও ত্রাণ মন্ত্রণালয় থেকে এ বরাদ্দ দেওয়া হয়েছে। প্রতিটি জেলে পরিবার ২০ কেজি করে চাল পাবে। প্রজনন মৌসুমে ইলিশ আহরণ নিষিদ্ধকালীন সময়ে জেলেদের জন্য ১১ হাজার ১১৯ মেট্রিক টন চাল বরাদ্দ দিয়েছে সরকার। দুর্যোগ ব্যবস্থাপনা ও ত্রাণ মন্ত্রণালয় থেকে এ বরাদ্দ দেওয়া হয়েছে। প্রতিটি জেলে পরিবার ২০ কেজি করে চাল পাবে। bbox=[921, 583, 1211, 695]
story-body: তার সঙ্গে সম্পর্কের অবনতি হয়। এ নিয়ে পারিবারিক কলহ চলছিল। পুলিশ লাশ উদ্ধার করে ময়নাতদন্তের জন্য মর্গে পাঠিয়েছে। তার সঙ্গে সম্পর্কের অবনতি হয়। এ নিয়ে পারিবারিক কলহ চলছিল। পুলিশ লাশ উদ্ধার করে ময়নাতদন্তের জন্য মর্গে পাঠিয়েছে। তার সঙ্গে সম্পর্কের অবনতি হয়। এ নিয়ে পারিবারিক কলহ চলছিল। পুলিশ লাশ উদ্ধার করে ময়নাতদন্তের জন্য মর্গে পাঠিয়েছে। তার সঙ্গে সম্পর্কের অবনতি হয়। এ নিয়ে পারিবারিক কলহ চলছিল। পুলিশ লাশ উদ্ধার করে ময়নাতদন্তের জন্য মর্গে পাঠিয়েছে। তার সঙ্গে সম্পর্কের অবনতি হয়। এ নিয়ে পারিবারিক কলহ চলছিল। পুলিশ লাশ উদ্ধার করে ময়নাতদন্তের জন্য মর্গে পাঠিয়েছে। তার সঙ্গে সম্পর্কের অবনতি হয়। এ নিয়ে পারিবারিক কলহ চলছিল। পুলিশ লাশ উদ্ধার করে ময়নাতদন্তের জন্য মর্গে পাঠিয়েছে। তার সঙ্গে সম্পর্কের অবনতি হয়। এ নিয়ে পারিবারিক কলহ চলছিল। পুলিশ লাশ উদ্ধার bbox=[222, 1786, 398, 2013]
story-headline[interactable]: চলতি বছরের বন্যায় bbox=[51, 656, 174, 674]
zodiac-sign-text: পরিবারে শুভ কাজ হবে। ভ্রমণে আনন্দ পাবেন। bbox=[929, 2160, 1063, 2183]
lucky-value: : লাল, কমলা ও গুলাপী bbox=[1034, 1910, 1121, 1921]
story-headline[interactable]: করোনা টেস্টের আড়াই bbox=[226, 2020, 395, 2042]
news-story bbox=[738, 653, 910, 1352]
story-body: ব্রাহ্মণবাড়িয়া শহরে যুবদলের আনন্দ মিছিলে পুলিশি বাধায় পণ্ড হয়ে গেছে। এ সময় এক যুবদল নেতাকে আটক করেছে পুলিশ। গতকাল সোমবার দুপুরে শহরের কেন্দ্রীয় এলাকায় এ ঘটনা ঘটে। পুলিশ জানায়, অনুমতি ছাড়া মিছিল বের করায় তাদের বাধা দেওয়া হয়। ব্রাহ্মণবাড়িয়া শহরে যুবদলের আনন্দ মিছিলে পুলিশি বাধায় পণ্ড হয়ে গেছে। এ সময় এক যুবদল নেতাকে আটক করেছে পুলিশ। গতকাল সোমবার দুপুরে শহরের কেন্দ্রীয় এলাকায় এ ঘটনা ঘটে। পুলিশ জানায়, অনুমতি ছাড়া মিছিল বের করায় তাদের বাধা দেওয়া হয়। ব্রাহ্মণবাড়িয়া শহরে যুবদলের আনন্দ মিছিলে পুলিশি বাধায় পণ্ড হয়ে গেছে। এ সময় এক যুবদল নেতাকে আটক করেছে পুলিশ। গতকাল সোমবার দুপুরে শহরের কেন্দ্রীয় এলাকায় এ ঘটনা ঘটে। পুলিশ জানায়, অনুমতি ছাড়া মিছিল বের করায় তাদের বাধা দেওয়া হয়। ব্রাহ্মণবাড়িয়া শহরে যুবদলের আনন্দ মিছিলে পুলিশি বাধায় পণ্ড হয়ে গেছে। এ সময় এক যুবদল নেতাকে আটক করেছে পুলিশ। গতকাল সোমবার দুপুরে শহরের কেন্দ্রীয় এলাকায় এ ঘটনা ঘটে। পুলিশ জানায়, অনুমতি ছাড়া মিছিল বের করায় তাদের বাধা দেওয়া হয়। bbox=[921, 854, 1211, 1030]
horoscope-title[interactable]: আপনার রাশিফল bbox=[980, 1746, 1206, 1790]
zodiac-icon bbox=[1070, 2109, 1079, 2119]
zodiac-sign-text: রাজনৈতিক ক্ষেত্রে বাধা বিপত্তি কাটিয়ে উঠবেন। চাকরি ক্ষেত্রে সুনাম বাড়বে। আর্থিক ক্ষেত্রে শুভ। bbox=[929, 2008, 1063, 2043]
story-body: এক নারী উদ্ধার করা হয়। পুলিশ জানায়, টিকাকেন্দ্রে ভিড়ের সুযোগে তারা মানুষের মোবাইল ফোন ও টাকা চুরি করছিল। এক নারী উদ্ধার করা হয়। পুলিশ জানায়, টিকাকেন্দ্রে ভিড়ের সুযোগে তারা মানুষের মোবাইল ফোন ও টাকা চুরি করছিল। এক নারী উদ্ধার করা হয়। পুলিশ জানায়, টিকাকেন্দ্রে ভিড়ের সুযোগে তারা মানুষের মোবাইল ফোন ও টাকা চুরি করছিল। এক নারী উদ্ধার করা হয়। পুলিশ জানায়, টিকাকেন্দ্রে ভিড়ের সুযোগে তারা মানুষের মোবাইল ফোন ও টাকা চুরি bbox=[222, 1135, 398, 1260]
news-story bbox=[921, 1342, 1211, 1735]
column-4 bbox=[738, 62, 910, 2399]
zodiac-sign-entry bbox=[929, 2109, 1063, 2133]
lucky-key: আপনার শাসক গ্রহ bbox=[930, 1871, 997, 1882]
horoscope-author: জ্যোতিষ কার্তিক কুমার রায় bbox=[1014, 1824, 1119, 1835]
zodiac-icon bbox=[1070, 2135, 1079, 2145]
story-headline[interactable]: করোনায় প্রাণ গেলো প্রাথমিকের শিক্ষিকার bbox=[747, 1845, 901, 1889]
story-byline: ঢাবি প্রতিনিধি: bbox=[738, 134, 804, 148]
continued-note: (শেষ পাতার পর) bbox=[538, 1189, 598, 1200]
story-headline[interactable]: পর্যটনের টেকসই উন্নয়নে bbox=[476, 1614, 660, 1636]
story-headline[interactable]: করোনায় গ্রাহকের মৃত্যু bbox=[484, 849, 651, 871]
zodiac-sign-text: গোপন তথ্য জেনে যাবেন। মামলায় জয়লাভ করবেন। bbox=[1070, 2160, 1204, 2183]
story-headline[interactable]: চাল আমদানিতে এলসি খোলার সময় বাড়লো bbox=[224, 65, 397, 108]
lucky-key: আপনার শুভ রত্ন bbox=[930, 1910, 992, 1921]
news-story bbox=[738, 1359, 910, 1839]
continued-note: (শেষ পাতার পর) bbox=[280, 1770, 341, 1781]
logo-prefix: দৈনিক bbox=[57, 12, 81, 23]
story-body: পর্যটন শিল্পে প্রত্যক্ষ জনবল রয়েছে প্রায় ১৫ লাখ। জাতীয় অর্থনীতিতে পর্যটন শিল্পের ভূমিকা বাড়াতে সরকার নানা উদ্যোগ নিয়েছে। প্রধানমন্ত্রী বলেন, বাংলাদেশে পর্যটনের অপার সম্ভাবনা রয়েছে। কক্সবাজার, সুন্দরবন, কুয়াকাটা ও পার্বত্য অঞ্চলকে ঘিরে পর্যটন অবকাঠামো গড়ে তোলা হচ্ছে। পর্যটন শিল্পে প্রত্যক্ষ জনবল রয়েছে প্রায় ১৫ লাখ। জাতীয় অর্থনীতিতে পর্যটন শিল্পের ভূমিকা বাড়াতে সরকার নানা উদ্যোগ নিয়েছে। প্রধানমন্ত্রী বলেন, বাংলাদেশে পর্যটনের অপার সম্ভাবনা রয়েছে। কক্সবাজার, সুন্দরবন, কুয়াকাটা ও পার্বত্য অঞ্চলকে ঘিরে পর্যটন অবকাঠামো গড়ে তোলা হচ্ছে। পর্যটন শিল্পে প্রত্যক্ষ জনবল রয়েছে প্রায় ১৫ লাখ। জাতীয় অর্থনীতিতে পর্যটন শিল্পের ভূমিকা বাড়াতে সরকার নানা উদ্যোগ নিয়েছে। প্রধানমন্ত্রী বলেন, বাংলাদেশে পর্যটনের অপার সম্ভাবনা রয়েছে। কক্সবাজার, সুন্দরবন, কুয়াকাটা ও পার্বত্য অঞ্চলকে ঘিরে পর্যটন অবকাঠামো গড়ে তোলা হচ্ছে। পর্যটন শিল্পে প্রত্যক্ষ জনবল রয়েছে প্রায় ১৫ লাখ। জাতীয় অর্থনীতিতে পর্যটন শিল্পের ভূমিকা বাড়াতে সরকার নানা উদ্যোগ নিয়েছে। প্রধানমন্ত্রী বলেন, বাংলাদেশে পর্যটনের অপার সম্ভাবনা রয়েছে। কক্সবাজার, সুন্দরবন, কুয়াকাটা ও পার্বত্য অঞ্চলকে ঘিরে পর্যটন অবকাঠামো গড়ে তোলা হচ্ছে। bbox=[409, 1656, 727, 1832]
today-tithi: আজকের দিনের তিথি : কৃষ্ণপক্ষে সপ্তমী বিকাল ০৩-৩৮-৪৮মি: পর্যন্ত, পরে অষ্টমী আরম্ভ। bbox=[930, 1955, 1202, 2000]
continued-note: (শেষ পাতার পর) bbox=[82, 316, 143, 327]
lucky-value: : বুধ bbox=[1034, 1923, 1050, 1934]
zodiac-sign-name: বৃশ্চিক : bbox=[1081, 2046, 1135, 2057]
story-body: জানান, দুর্নীতি দমন কমিশনের আবেদনের প্রেক্ষিতে আদালত এ আদেশ দিয়েছেন। আসামিদের বিরুদ্ধে ঋণ জালিয়াতির অভিযোগ রয়েছে। জানান, দুর্নীতি দমন কমিশনের আবেদনের প্রেক্ষিতে আদালত এ আদেশ দিয়েছেন। আসামিদের বিরুদ্ধে ঋণ জালিয়াতির অভিযোগ রয়েছে। জানান, দুর্নীতি দমন কমিশনের আবেদনের প্রেক্ষিতে আদালত এ আদেশ দিয়েছেন। আসামিদের বিরুদ্ধে ঋণ জালিয়াতির অভিযোগ রয়েছে। জানান, দুর্নীতি দমন কমিশনের আবেদনের প্রেক্ষিতে আদালত এ আদেশ দিয়েছেন। আসামিদের বিরুদ্ধে ঋণ জালিয়াতির অভিযোগ রয়েছে। জানান, দুর্নীতি দমন কমিশনের আবেদনের প্রেক্ষিতে আদালত এ আদেশ দিয়েছেন। আসামিদের বিরুদ্ধে ঋণ জালিয়াতির অভিযোগ রয়েছে। জানান, দুর্নীতি দমন কমিশনের আবেদনের প্রেক্ষিতে আদালত এ আদেশ দিয়েছেন। আসামিদের বিরুদ্ধে ঋণ জালিয়াতির অভিযোগ রয়েছে। জানান, দুর্নীতি দমন কমিশনের আবেদনের প্রেক্ষিতে আদালত এ আদেশ দিয়েছেন। আসামিদের বিরুদ্ধে ঋণ জালিয়াতির অভিযোগ রয়েছে। জানান, দুর্নীতি দমন কমিশনের আবেদনের প্রেক্ষিতে আদালত এ আদেশ দিয়েছেন। আসামিদের বিরুদ্ধে ঋণ জালিয়াতির অভিযোগ রয়েছে। জানান, দুর্নীতি দমন কমিশনের আবেদনের প্রেক্ষিতে আদালত এ আদেশ দিয়েছেন। আসামিদের বিরুদ্ধে ঋণ জালিয়াতির অভিযোগ রয়েছে। জানান, দুর্নীতি দমন কমিশনের আবেদনের প্রেক্ষিতে আদালত এ আদেশ দিয়েছেন। আসামিদের বিরুদ্ধে ঋণ জালিয়াতির অভিযোগ রয়েছে। জানান, দুর্নীতি দমন কমিশনের আবেদনের প্রেক্ষিতে আদালত এ আদেশ দিয়েছেন। আসামিদের বিরুদ্ধে ঋণ জালিয়াতির অভিযোগ bbox=[222, 668, 398, 1086]
zodiac-sign-text: গোপন তথ্য আপনার কাছে থাকবে। আর্থিক উন্নতি হবে। bbox=[1070, 2083, 1204, 2107]
lucky-key: আপনার শুভ রং bbox=[930, 1897, 989, 1908]
lucky-value: : রুপা bbox=[1034, 1936, 1056, 1947]
news-story bbox=[409, 1614, 727, 1998]
zodiac-icon bbox=[929, 2046, 939, 2056]
story-headline[interactable]: গোটা রাষ্ট্রকে দলীয়করণ bbox=[40, 763, 185, 781]
zodiac-sign-name: ধনু : bbox=[1081, 2083, 1106, 2094]
story-body: বিবেচনায় গাড়িটি জব্দ করা হয়েছে। আদালতের নির্দেশে গাড়িটি পুলিশ হেফাজতে রাখা হয়েছে। মামলার তদন্ত চলছে বলে জানিয়েছেন সংশ্লিষ্ট কর্মকর্তা। বিবেচনায় গাড়িটি জব্দ করা হয়েছে। আদালতের নির্দেশে গাড়িটি পুলিশ হেফাজতে রাখা হয়েছে। মামলার তদন্ত চলছে বলে জানিয়েছেন সংশ্লিষ্ট কর্মকর্তা। বিবেচনায় গাড়িটি জব্দ করা হয়েছে। আদালতের নির্দেশে গাড়িটি পুলিশ হেফাজতে রাখা হয়েছে। মামলার তদন্ত চলছে বলে জানিয়েছেন সংশ্লিষ্ট কর্মকর্তা। বিবেচনায় গাড়িটি জব্দ করা হয়েছে। আদালতের নির্দেশে গাড়িটি পুলিশ হেফাজতে রাখা হয়েছে। মামলার তদন্ত চলছে বলে জানিয়েছেন সংশ্লিষ্ট কর্মকর্তা। বিবেচনায় গাড়িটি জব্দ করা হয়েছে। আদালতের নির্দেশে গাড়িটি পুলিশ হেফাজতে রাখা হয়েছে। মামলার তদন্ত চলছে বলে জানিয়েছেন সংশ্লিষ্ট কর্মকর্তা। বিবেচনায় গাড়িটি জব্দ করা হয়েছে। আদালতের নির্দেশে গাড়িটি পুলিশ হেফাজতে রাখা হয়েছে। মামলার তদন্ত চলছে বলে জানিয়েছেন সংশ্লিষ্ট কর্মকর্তা। বিবেচনায় গাড়িটি জব্দ করা হয়েছে। আদালতের নির্দেশে গাড়িটি পুলিশ হেফাজতে রাখা হয়েছে। মামলার তদন্ত চলছে বলে জানিয়েছেন সংশ্লিষ্ট কর্মকর্তা। বিবেচনায় গাড়িটি জব্দ করা হয়েছে। আদালতের নির্দেশে গাড়িটি পুলিশ হেফাজতে রাখা হয়েছে। মামলার তদন্ত চলছে বলে জানিয়েছেন সংশ্লিষ্ট কর্মকর্তা। বিবেচনায় গাড়িটি জব্দ করা হয়েছে। আদালতের নির্দেশে গাড়িটি পুলিশ হেফাজতে রাখা হয়েছে। মামলার তদন্ত চলছে বলে জানিয়েছেন সংশ্লিষ্ট কর্মকর্তা। বিবেচনায় গাড়িটি জব্দ করা হয়েছে। আদালতের নির্দেশে গাড়িটি পুলিশ হেফাজতে রাখা হয়েছে। bbox=[222, 1310, 398, 1715]
continued-note: (শেষ পাতার পর) bbox=[280, 1294, 341, 1305]
zodiac-icon bbox=[929, 2009, 939, 2018]
zodiac-icon bbox=[929, 2109, 939, 2119]
news-story bbox=[222, 1723, 398, 2013]
column-2 bbox=[222, 62, 398, 2576]
story-headline[interactable]: টিকার লাইনে চোর bbox=[241, 1094, 380, 1116]
zodiac-sign-name: কন্যা : bbox=[941, 2160, 972, 2171]
zodiac-sign-name: সিংহ : bbox=[941, 2134, 975, 2145]
lucky-value: : শুক্র bbox=[1034, 1871, 1055, 1882]
story-headline[interactable]: ব্রাহ্মণবাড়িয়ায় পুলিশি বাঁধায় পণ্ড যুবদলের আনন্দ মিছিল, আটক ১ bbox=[921, 729, 1211, 832]
continued-note: (শেষ পাতার পর) bbox=[538, 1640, 598, 1650]
news-story bbox=[409, 65, 727, 842]
lucky-key: আপনার শুভ ধাতু bbox=[930, 1936, 994, 1947]
horoscope-header bbox=[923, 1744, 1209, 1793]
continued-note: (শেষ পাতার পর) bbox=[280, 2046, 341, 2057]
story-headline[interactable]: জেলেদের জন্য বরাদ্দ ১১১১৯ মেট্রিক টন চাল bbox=[921, 489, 1211, 560]
news-story bbox=[14, 1188, 211, 1326]
news-story bbox=[738, 65, 910, 646]
story-body: রাজধানীর মিরপুর থেকে বিপুল পরিমাণ নিম্নমানের চিকিৎসা সরঞ্জামসহ কালোবাজারি চক্রের এক সদস্যকে আটক করেছে র‌্যাব। তার কাছ থেকে অক্সিমিটার, থার্মোমিটার ও অন্যান্য সামগ্রী জব্দ করা হয়। র‌্যাব জানায়, চক্রটি দীর্ঘদিন ধরে এসব পণ্য বেশি দামে বিক্রি করে আসছিল। রাজধানীর মিরপুর থেকে বিপুল পরিমাণ নিম্নমানের চিকিৎসা সরঞ্জামসহ কালোবাজারি চক্রের এক সদস্যকে আটক করেছে র‌্যাব। তার কাছ থেকে অক্সিমিটার, থার্মোমিটার ও অন্যান্য সামগ্রী জব্দ করা হয়। র‌্যাব জানায়, চক্রটি দীর্ঘদিন ধরে এসব পণ্য বেশি দামে বিক্রি করে আসছিল। রাজধানীর মিরপুর থেকে বিপুল পরিমাণ নিম্নমানের চিকিৎসা সরঞ্জামসহ কালোবাজারি চক্রের এক সদস্যকে আটক করেছে র‌্যাব। তার কাছ থেকে অক্সিমিটার, থার্মোমিটার ও অন্যান্য সামগ্রী জব্দ করা হয়। র‌্যাব জানায়, চক্রটি দীর্ঘদিন ধরে এসব পণ্য বেশি দামে বিক্রি করে আসছিল। রাজধানীর মিরপুর থেকে বিপুল পরিমাণ নিম্নমানের চিকিৎসা সরঞ্জামসহ কালোবাজারি চক্রের এক সদস্যকে আটক করেছে র‌্যাব। তার কাছ থেকে অক্সিমিটার, থার্মোমিটার ও অন্যান্য সামগ্রী জব্দ করা হয়। র‌্যাব জানায়, চক্রটি দীর্ঘদিন ধরে এসব পণ্য বেশি দামে বিক্রি করে আসছিল। bbox=[921, 191, 1211, 379]
story-headline[interactable]: তালাকের জেরে একমাত্র bbox=[251, 1723, 369, 1766]
photo-caption: নিহত শিশুটির মায়ের আহাজারি bbox=[1009, 1503, 1124, 1514]
zodiac-sign-name: মীন : bbox=[1081, 2160, 1108, 2171]
story-byline: স্টাফ রিপোর্টার, ঢাকা অফিস: bbox=[921, 565, 1051, 579]
news-story bbox=[921, 489, 1211, 721]
zodiac-sign-name: তুলা : bbox=[1081, 2008, 1110, 2019]
zodiac-sign-entry bbox=[929, 2045, 1063, 2082]
zodiac-sign-entry bbox=[929, 2160, 1063, 2184]
story-body: আত্মহত্যা। গতকাল সোমবার সকালে নগরীর একটি ভাড়া বাসা থেকে তার মরদেহ উদ্ধার করা হয়। পুলিশ জানায়, দীর্ঘদিন ধরে তিনি ঋণের চাপে ছিলেন। পরিবারের সদস্যরা জানান, করোনার কারণে ব্যবসা বন্ধ হয়ে যাওয়ায় তিনি মানসিকভাবে ভেঙে পড়েছিলেন। আত্মহত্যা। গতকাল সোমবার সকালে নগরীর একটি ভাড়া বাসা থেকে তার মরদেহ উদ্ধার করা হয়। পুলিশ জানায়, দীর্ঘদিন ধরে তিনি ঋণের চাপে ছিলেন। পরিবারের সদস্যরা জানান, করোনার কারণে ব্যবসা বন্ধ হয়ে যাওয়ায় তিনি মানসিকভাবে ভেঙে পড়েছিলেন। আত্মহত্যা। গতকাল সোমবার সকালে নগরীর একটি ভাড়া বাসা থেকে তার মরদেহ উদ্ধার করা হয়। পুলিশ জানায়, দীর্ঘদিন ধরে তিনি ঋণের চাপে ছিলেন। পরিবারের সদস্যরা জানান, করোনার কারণে ব্যবসা বন্ধ হয়ে যাওয়ায় তিনি মানসিকভাবে ভেঙে পড়েছিলেন। আত্মহত্যা। গতকাল সোমবার সকালে নগরীর একটি ভাড়া বাসা থেকে তার মরদেহ উদ্ধার করা হয়। পুলিশ জানায়, দীর্ঘদিন ধরে তিনি ঋণের চাপে ছিলেন। পরিবারের সদস্যরা জানান, করোনার কারণে ব্যবসা বন্ধ হয়ে যাওয়ায় তিনি মানসিকভাবে ভেঙে পড়েছিলেন। bbox=[409, 890, 727, 1041]
story-headline[interactable]: সড়কে ঝরল মা-মেয়ে bbox=[921, 1089, 1211, 1129]
horoscope-intro: আজ আপনার জন্ম হলে আপনি বৃষ রাশি জাতক/জাতিকা। আপনার উপর শুক্র, রবি ও চন্দ্র গ্রহের শুভ প্রভাব আছে। bbox=[930, 1843, 1190, 1867]
lucky-key: আপনার শুভ সংখ্যা bbox=[930, 1884, 1001, 1895]
news-story bbox=[14, 763, 211, 1180]
zodiac-sign-text: কর্মক্ষেত্রে দায়িত্ব বাড়বে। শিক্ষায় সাফল্য আসবে। bbox=[1070, 2109, 1204, 2132]
column-3 bbox=[409, 62, 727, 2484]
story-headline[interactable]: ঢাবির সাংবাদিকতা বিভাগের bbox=[27, 1187, 198, 1205]
lucky-key: আপনার শুভ বার bbox=[930, 1923, 992, 1934]
story-byline: স্টাফ রিপোর্টার, ঢাকা অফিস: bbox=[921, 173, 1051, 186]
page-number: ১১ bbox=[1170, 14, 1211, 46]
horoscope-box bbox=[921, 1741, 1211, 2192]
story-headline[interactable]: ২০২২-এ চোখে সর্ষেফুল bbox=[37, 294, 188, 312]
lucky-value: : ১ bbox=[1034, 1884, 1046, 1895]
story-body: ৪৮ লাখ টাকা জমা করা হয়েছে। সরকারি কোষাগারে অর্থ জমা না দিয়ে তা আত্মসাৎ করা হয়েছে বলে তদন্তে উঠে এসেছে। এ বিষয়ে বিভাগীয় ব্যবস্থা নেওয়া হবে। ৪৮ লাখ টাকা জমা করা হয়েছে। সরকারি কোষাগারে অর্থ জমা না দিয়ে তা আত্মসাৎ করা হয়েছে বলে তদন্তে উঠে এসেছে। এ বিষয়ে বিভাগীয় ব্যবস্থা নেওয়া হবে। ৪৮ লাখ টাকা জমা করা হয়েছে। সরকারি কোষাগারে অর্থ জমা না দিয়ে তা আত্মসাৎ করা হয়েছে বলে তদন্তে উঠে এসেছে। এ বিষয়ে বিভাগীয় ব্যবস্থা নেওয়া হবে। ৪৮ লাখ টাকা জমা করা হয়েছে। সরকারি কোষাগারে অর্থ জমা না দিয়ে তা আত্মসাৎ করা হয়েছে বলে তদন্তে উঠে এসেছে। এ বিষয়ে বিভাগীয় ব্যবস্থা নেওয়া হবে। ৪৮ লাখ টাকা জমা করা হয়েছে। সরকারি কোষাগারে অর্থ জমা না দিয়ে তা আত্মসাৎ করা হয়েছে বলে তদন্তে উঠে এসেছে। এ বিষয়ে বিভাগীয় ব্যবস্থা নেওয়া হবে। ৪৮ লাখ টাকা জমা করা হয়েছে। সরকারি কোষাগারে অর্থ জমা না দিয়ে তা আত্মসাৎ করা হয়েছে বলে তদন্তে উঠে এসেছে। এ বিষয়ে বিভাগীয় ব্যবস্থা নেওয়া হবে। ৪৮ লাখ টাকা জমা করা হয়েছে। সরকারি কোষাগারে অর্থ জমা না দিয়ে তা আত্মসাৎ করা হয়েছে বলে তদন্তে উঠে এসেছে। এ বিষয়ে বিভাগীয় ব্যবস্থা নেওয়া হবে। ৪৮ লাখ টাকা জমা করা হয়েছে। সরকারি কোষাগারে অর্থ জমা না দিয়ে তা আত্মসাৎ করা হয়েছে বলে তদন্তে উঠে এসেছে। এ বিষয়ে বিভাগীয় ব্যবস্থা নেওয়া হবে। ৪৮ লাখ টাকা জমা করা হয়েছে। সরকারি কোষাগারে অর্থ জমা না দিয়ে তা আত্মসাৎ করা হয়েছে বলে তদন্তে উঠে এসেছে। এ বিষয়ে বিভাগীয় ব্যবস্থা নেওয়া হবে। ৪৮ লাখ টাকা জমা করা হয়েছে। সরকারি কোষাগারে অর্থ জমা না দিয়ে তা আত্মসাৎ করা হয়েছে বলে তদন্তে উঠে এসেছে। এ বিষয়ে বিভাগীয় ব্যবস্থা নেওয়া হবে। ৪৮ লাখ টাকা জমা করা হয়েছে। সরকারি কোষাগারে অর্থ জমা না দিয়ে তা আত্মসাৎ করা হয়েছে বলে তদন্তে উঠে এসেছে। এ বিষয়ে বিভাগীয় ব্যবস্থা নেওয়া হবে। ৪৮ লাখ টাকা জমা করা হয়েছে। সরকারি কোষাগারে অর্থ জমা না bbox=[222, 2062, 398, 2568]
zodiac-sign-name: বৃষ : bbox=[941, 2046, 972, 2057]
zodiac-sign-text: ভ্রমণে সাবধানতা প্রয়োজন। সন্তানের শিক্ষায় সাফল্য। ব্যবসায় লাভ। bbox=[1070, 2046, 1204, 2081]
lucky-value: : হীরা, রুবী ও রক্তপ্রবাল bbox=[1034, 1897, 1122, 1908]
news-story bbox=[222, 1094, 398, 1262]
story-headline[interactable]: রাজশাহীতে সার্জেন্ট আত্মহত্যায় bbox=[448, 1163, 688, 1185]
newspaper-page bbox=[14, 8, 1211, 2568]
story-body: (৭), একই উপজেলার জয়পুর গ্রামের মো. আলমের স্ত্রী (৩৫) ও তার মেয়ে। স্থানীয়রা জানান, দ্রুতগামী একটি ট্রাক তাদের বহনকারী অটোরিকশাকে ধাক্কা দিলে ঘটনাস্থলেই তারা নিহত হন। পুলিশ ট্রাকটি জব্দ করেছে। (৭), একই উপজেলার জয়পুর গ্রামের মো. আলমের স্ত্রী (৩৫) ও তার মেয়ে। স্থানীয়রা জানান, দ্রুতগামী একটি ট্রাক তাদের বহনকারী অটোরিকশাকে ধাক্কা দিলে ঘটনাস্থলেই তারা নিহত হন। পুলিশ ট্রাকটি জব্দ করেছে। (৭), একই উপজেলার জয়পুর গ্রামের মো. আলমের স্ত্রী (৩৫) ও তার মেয়ে। স্থানীয়রা জানান, দ্রুতগামী একটি ট্রাক তাদের বহনকারী অটোরিকশাকে ধাক্কা দিলে ঘটনাস্থলেই তারা নিহত হন। পুলিশ ট্রাকটি জব্দ করেছে। (৭), একই উপজেলার জয়পুর গ্রামের মো. আলমের স্ত্রী (৩৫) ও তার মেয়ে। স্থানীয়রা জানান, দ্রুতগামী একটি ট্রাক তাদের বহনকারী অটোরিকশাকে ধাক্কা দিলে ঘটনাস্থলেই তারা নিহত হন। পুলিশ ট্রাকটি জব্দ করেছে। bbox=[921, 1132, 1211, 1270]
zodiac-sign-entry bbox=[929, 2008, 1063, 2045]
continued-note: (শেষ পাতার পর) bbox=[82, 1931, 143, 1942]
story-body: শিক্ষার্থী ছিলেন। উপাচার্য বলেন, বিশ্ববিদ্যালয়ের ভাবমূর্তি রক্ষায় যথাযথ ব্যবস্থা নেওয়া হবে। তদন্ত কমিটিকে দ্রুত প্রতিবেদন দিতে বলা হয়েছে। শিক্ষার্থী ছিলেন। উপাচার্য বলেন, বিশ্ববিদ্যালয়ের ভাবমূর্তি রক্ষায় যথাযথ ব্যবস্থা নেওয়া হবে। তদন্ত কমিটিকে দ্রুত প্রতিবেদন দিতে বলা হয়েছে। শিক্ষার্থী ছিলেন। উপাচার্য বলেন, বিশ্ববিদ্যালয়ের ভাবমূর্তি রক্ষায় যথাযথ ব্যবস্থা নেওয়া হবে। তদন্ত কমিটিকে দ্রুত প্রতিবেদন দিতে বলা bbox=[14, 1225, 211, 1325]
zodiac-sign-name: কর্কট : bbox=[941, 2109, 979, 2120]
story-body: তিনি জানান, ২৪ ঘণ্টায় চাঁপাইনবাবগঞ্জের তিনজন ও রাজশাহীর একজন মারা গেছেন। বর্তমানে রামেকের করোনা ইউনিটে চিকিৎসাধীন রয়েছেন অর্ধশতাধিক রোগী। তিনি জানান, ২৪ ঘণ্টায় চাঁপাইনবাবগঞ্জের তিনজন ও রাজশাহীর একজন মারা গেছেন। বর্তমানে রামেকের করোনা ইউনিটে চিকিৎসাধীন রয়েছেন অর্ধশতাধিক রোগী। bbox=[409, 1532, 727, 1581]
zodiac-icon bbox=[1070, 2046, 1079, 2056]
news-story bbox=[921, 729, 1211, 1082]
zodiac-icon bbox=[929, 2160, 939, 2170]
continued-note: (শেষ পাতার পর) bbox=[82, 677, 143, 688]
logo-title: করতোয়া bbox=[28, 25, 110, 52]
column-5 bbox=[921, 62, 1211, 2192]
story-body: চট্টগ্রামের হাটহাজারীতে করোনায় আক্রান্ত হয়ে এক প্রাথমিক বিদ্যালয়ের শিক্ষিকার মৃত্যু হয়েছে। তিনি বেশ কিছুদিন ধরে হাসপাতালে চিকিৎসাধীন ছিলেন। তার মৃত্যুতে সহকর্মী ও শিক্ষার্থীদের মধ্যে শোকের ছায়া নেমে এসেছে। চট্টগ্রামের হাটহাজারীতে করোনায় আক্রান্ত হয়ে এক প্রাথমিক বিদ্যালয়ের শিক্ষিকার মৃত্যু হয়েছে। তিনি বেশ কিছুদিন ধরে হাসপাতালে চিকিৎসাধীন ছিলেন। তার মৃত্যুতে সহকর্মী ও শিক্ষার্থীদের মধ্যে শোকের ছায়া নেমে এসেছে। চট্টগ্রামের হাটহাজারীতে করোনায় আক্রান্ত হয়ে এক প্রাথমিক বিদ্যালয়ের শিক্ষিকার মৃত্যু হয়েছে। তিনি বেশ কিছুদিন ধরে হাসপাতালে চিকিৎসাধীন ছিলেন। তার মৃত্যুতে সহকর্মী ও শিক্ষার্থীদের মধ্যে শোকের ছায়া নেমে এসেছে। চট্টগ্রামের হাটহাজারীতে করোনায় আক্রান্ত হয়ে এক প্রাথমিক বিদ্যালয়ের শিক্ষিকার মৃত্যু হয়েছে। তিনি বেশ কিছুদিন ধরে হাসপাতালে চিকিৎসাধীন ছিলেন। তার মৃত্যুতে সহকর্মী ও শিক্ষার্থীদের মধ্যে শোকের ছায়া নেমে এসেছে। চট্টগ্রামের হাটহাজারীতে করোনায় আক্রান্ত হয়ে এক প্রাথমিক বিদ্যালয়ের শিক্ষিকার মৃত্যু হয়েছে। তিনি বেশ কিছুদিন ধরে হাসপাতালে চিকিৎসাধীন ছিলেন। তার মৃত্যুতে সহকর্মী ও শিক্ষার্থীদের মধ্যে শোকের ছায়া নেমে এসেছে। চট্টগ্রামের হাটহাজারীতে করোনায় আক্রান্ত হয়ে এক প্রাথমিক বিদ্যালয়ের শিক্ষিকার মৃত্যু হয়েছে। তিনি বেশ কিছুদিন ধরে হাসপাতালে চিকিৎসাধীন ছিলেন। তার মৃত্যুতে সহকর্মী ও শিক্ষার্থীদের মধ্যে শোকের ছায়া নেমে এসেছে। চট্টগ্রামের হাটহাজারীতে করোনায় আক্রান্ত হয়ে এক প্রাথমিক বিদ্যালয়ের শিক্ষিকার মৃত্যু হয়েছে। তিনি বেশ কিছুদিন ধরে হাসপাতালে চিকিৎসাধীন ছিলেন। তার মৃত্যুতে সহকর্মী ও শিক্ষার্থীদের মধ্যে শোকের ছায়া নেমে এসেছে। চট্টগ্রামের হাটহাজারীতে করোনায় আক্রান্ত হয়ে এক প্রাথমিক বিদ্যালয়ের শিক্ষিকার মৃত্যু হয়েছে। তিনি বেশ কিছুদিন ধরে হাসপাতালে চিকিৎসাধীন bbox=[738, 1910, 910, 2391]
story-headline[interactable]: দুদকের আবেদন পর্যবেক্ষণসহ bbox=[25, 1333, 200, 1351]
news-photo bbox=[921, 1342, 1211, 1502]
news-story bbox=[921, 65, 1211, 482]
zodiac-icon bbox=[929, 2084, 939, 2094]
zodiac-sign-entry bbox=[1070, 2109, 1204, 2133]
story-headline[interactable]: পরীমণির গাড়িও জব্দ bbox=[231, 1269, 390, 1291]
zodiac-sign-entry bbox=[1070, 2083, 1204, 2107]
lucky-attributes bbox=[923, 1868, 1209, 1950]
news-story bbox=[222, 2020, 398, 2569]
news-story bbox=[14, 1333, 211, 1903]
continued-note: (শেষ পাতার পর) bbox=[538, 90, 598, 101]
story-body: দিয়ে রাস্তা অবরোধ করেছে। মির্জা বলেন, মানুষ কষ্টে আপনাকে জানাতে চায়, দেশে দুর্নীতি ভয়াবহ আকার ধারণ করেছে। সাধারণ মানুষ আজ অসহায়। দিয়ে রাস্তা অবরোধ করেছে। মির্জা বলেন, মানুষ কষ্টে আপনাকে জানাতে চায়, দেশে দুর্নীতি ভয়াবহ আকার ধারণ করেছে। সাধারণ মানুষ আজ অসহায়। দিয়ে রাস্তা অবরোধ করেছে। মির্জা বলেন, মানুষ কষ্টে আপনাকে জানাতে চায়, দেশে দুর্নীতি ভয়াবহ আকার ধারণ করেছে। সাধারণ মানুষ আজ অসহায়। দিয়ে রাস্তা অবরোধ করেছে। মির্জা বলেন, মানুষ কষ্টে আপনাকে জানাতে চায়, দেশে দুর্নীতি ভয়াবহ আকার ধারণ করেছে। সাধারণ মানুষ আজ bbox=[14, 1947, 211, 2085]
photo-figure bbox=[950, 1390, 1037, 1479]
dateline: মঙ্গলবার ১৩ আশ্বিন ১৪২৮ : ২৮ সেপ্টেম্বর ২০২১ bbox=[135, 24, 399, 39]
story-body: প্রকল্পটির মোট ব্যয় ধরা হয়েছে ৪ হাজার ৫৫৭ কোটি ১১ লাখ ৭৫ হাজার টাকা। এর মধ্যে সরকারের নিজস্ব তহবিল থেকে ব্যয় করা হবে এবং বাকি অর্থ বৈদেশিক ঋণ হিসেবে পাওয়া যাবে। পরিকল্পনা কমিশন বলছে, যথাযথ সম্ভাব্যতা সমীক্ষা ছাড়া এ ধরনের বড় প্রকল্প গ্রহণ করা ঠিক হয়নি। প্রকল্পের আওতায় নতুন সঞ্চালন লাইন ও উপকেন্দ্র নির্মাণ করা হবে। প্রকল্পটির মোট ব্যয় ধরা হয়েছে ৪ হাজার ৫৫৭ কোটি ১১ লাখ ৭৫ হাজার টাকা। এর মধ্যে সরকারের নিজস্ব তহবিল থেকে ব্যয় করা হবে এবং বাকি অর্থ বৈদেশিক ঋণ হিসেবে পাওয়া যাবে। পরিকল্পনা কমিশন বলছে, যথাযথ সম্ভাব্যতা সমীক্ষা ছাড়া এ ধরনের বড় প্রকল্প গ্রহণ করা ঠিক হয়নি। প্রকল্পের আওতায় নতুন সঞ্চালন লাইন ও উপকেন্দ্র নির্মাণ করা হবে। প্রকল্পটির মোট ব্যয় ধরা হয়েছে ৪ হাজার ৫৫৭ কোটি ১১ লাখ ৭৫ হাজার টাকা। এর মধ্যে সরকারের নিজস্ব তহবিল থেকে ব্যয় করা হবে এবং বাকি অর্থ বৈদেশিক ঋণ হিসেবে পাওয়া যাবে। পরিকল্পনা কমিশন বলছে, যথাযথ সম্ভাব্যতা সমীক্ষা ছাড়া এ ধরনের বড় প্রকল্প গ্রহণ করা ঠিক হয়নি। প্রকল্পের আওতায় নতুন সঞ্চালন লাইন ও উপকেন্দ্র নির্মাণ করা হবে। প্রকল্পটির মোট ব্যয় ধরা হয়েছে ৪ হাজার ৫৫৭ কোটি ১১ লাখ ৭৫ হাজার টাকা। এর মধ্যে সরকারের নিজস্ব তহবিল থেকে ব্যয় করা হবে এবং বাকি অর্থ বৈদেশিক ঋণ হিসেবে পাওয়া যাবে। পরিকল্পনা কমিশন বলছে, যথাযথ সম্ভাব্যতা সমীক্ষা ছাড়া এ ধরনের বড় প্রকল্প গ্রহণ করা ঠিক হয়নি। প্রকল্পের আওতায় নতুন সঞ্চালন লাইন ও উপকেন্দ্র নির্মাণ করা হবে। প্রকল্পটির মোট ব্যয় ধরা হয়েছে ৪ হাজার ৫৫৭ কোটি ১১ লাখ ৭৫ হাজার টাকা। এর মধ্যে সরকারের নিজস্ব তহবিল থেকে ব্যয় করা হবে এবং বাকি অর্থ বৈদেশিক ঋণ হিসেবে পাওয়া যাবে। পরিকল্পনা কমিশন বলছে, যথাযথ সম্ভাব্যতা সমীক্ষা ছাড়া এ ধরনের বড় প্রকল্প গ্রহণ করা ঠিক হয়নি। প্রকল্পের আওতায় নতুন সঞ্চালন লাইন ও উপকেন্দ্র নির্মাণ করা হবে। প্রকল্পটির মোট ব্যয় ধরা হয়েছে ৪ হাজার ৫৫৭ কোটি ১১ লাখ ৭৫ হাজার টাকা। এর মধ্যে সরকারের নিজস্ব তহবিল থেকে ব্যয় করা হবে এবং বাকি অর্থ বৈদেশিক ঋণ হিসেবে পাওয়া যাবে। পরিকল্পনা কমিশন বলছে, যথাযথ সম্ভাব্যতা সমীক্ষা ছাড়া এ ধরনের বড় প্রকল্প গ্রহণ করা ঠিক হয়নি। প্রকল্পের আওতায় নতুন সঞ্চালন লাইন ও উপকেন্দ্র নির্মাণ করা হবে। প্রকল্পটির মোট ব্যয় ধরা হয়েছে ৪ হাজার ৫৫৭ কোটি ১১ লাখ ৭৫ হাজার টাকা। এর মধ্যে সরকারের নিজস্ব তহবিল থেকে ব্যয় করা হবে এবং বাকি অর্থ বৈদেশিক ঋণ হিসেবে পাওয়া যাবে। পরিকল্পনা কমিশন বলছে, যথাযথ সম্ভাব্যতা সমীক্ষা ছাড়া এ ধরনের বড় প্রকল্প গ্রহণ করা ঠিক হয়নি। প্রকল্পের আওতায় নতুন সঞ্চালন লাইন ও উপকেন্দ্র নির্মাণ করা হবে। প্রকল্পটির মোট ব্যয় ধরা হয়েছে ৪ হাজার ৫৫৭ কোটি ১১ লাখ ৭৫ হাজার টাকা। এর মধ্যে সরকারের নিজস্ব তহবিল থেকে ব্যয় করা হবে এবং বাকি অর্থ বৈদেশিক ঋণ হিসেবে পাওয়া যাবে। পরিকল্পনা কমিশন বলছে, যথাযথ সম্ভাব্যতা সমীক্ষা ছাড়া এ ধরনের বড় প্রকল্প গ্রহণ করা ঠিক হয়নি। প্রকল্পের আওতায় নতুন সঞ্চালন লাইন ও উপকেন্দ্র নির্মাণ করা হবে। bbox=[409, 106, 727, 511]
news-story bbox=[222, 65, 398, 599]
zodiac-sign-text: শিল্প ও বাণিজ্যে উন্নতি হবে। পারিবারিক শান্তি বজায় থাকবে। bbox=[1070, 2134, 1204, 2158]
news-story bbox=[14, 295, 211, 649]
photo-figure bbox=[1119, 1422, 1200, 1494]
